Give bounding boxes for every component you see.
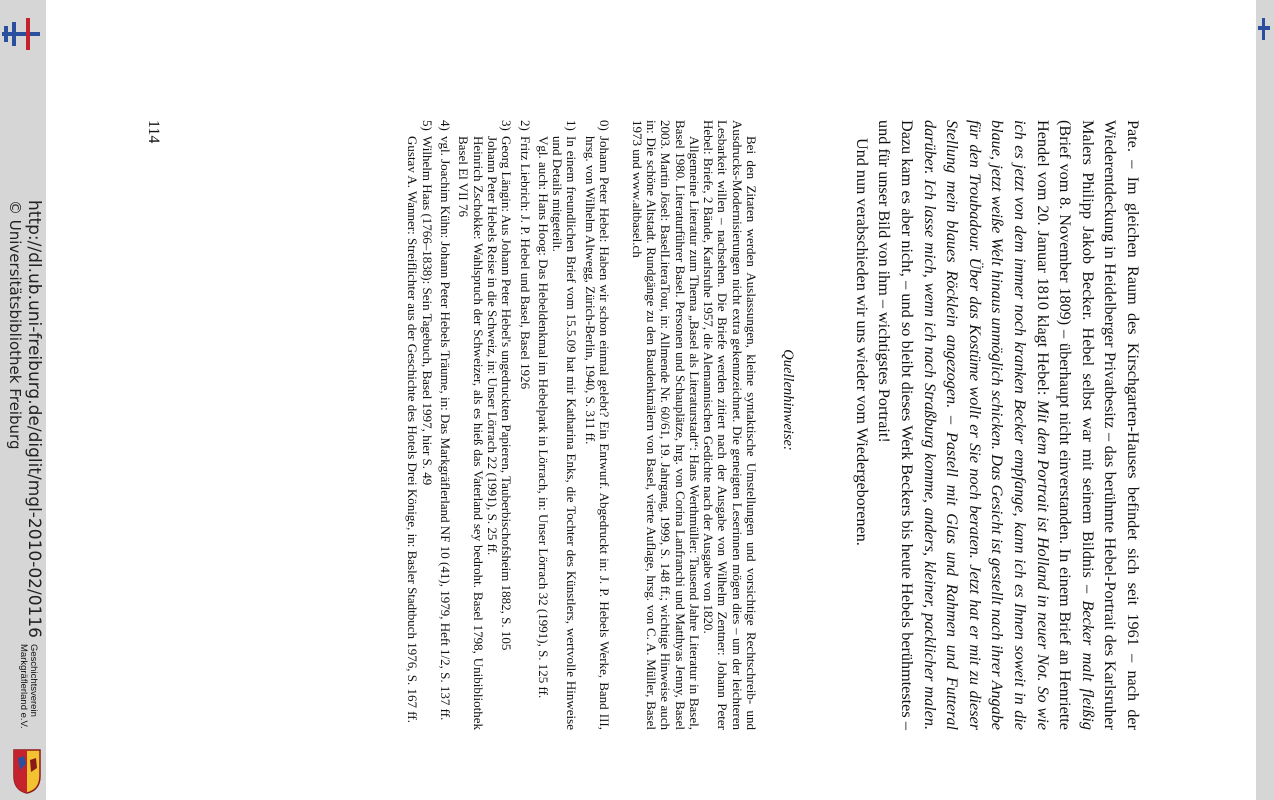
- document-page: [46, 0, 1274, 800]
- main-text: [850, 120, 1144, 730]
- footnote-list: [401, 120, 611, 730]
- footnote-text: Johann Peter Hebel: Haben wir schon einmal gelebt? Ein Entwurf. Abgedruckt in: J. P. Hebels Werke, Band III, hrsg. von Wilhelm Altwegg, Zürich-Berlin, 1940, S. 311 ff.: [582, 136, 612, 730]
- footnote-number: 1): [564, 120, 580, 131]
- paragraph-text: (Brief vom 8. November 1809) – überhaupt nicht einverstanden. In einem Brief an Henriette Hendel vom 20. Januar 1810 klagt Hebel:: [1033, 120, 1075, 730]
- society-name-line1: Geschichtsverein: [28, 644, 39, 717]
- footnote-item: [517, 120, 531, 730]
- copyright-notice: © Universitätsbibliothek Freiburg: [6, 200, 24, 450]
- sources-intro-paragraph: Allgemeine Literatur zum Thema „Basel als Literaturstadt“: Hans Werthmüller: Tausend Jahre Literatur in Basel, Basel 1980. Literaturführer Basel. Personen und Schauplätze, hrg. von Corina Lanfranchi und Matthyas Jenny, Basel 2003. Martin Jösel: BaselLiteraTour, in: Allmende Nr. 60/61, 19. Jahrgang, 1999, S. 148 ff.; wichtige Hinweise auch in: Die schöne Altstadt. Rundgänge zu den Baudenkmälern von Basel, vierte Auflage, hrsg. von C. A. Müller, Basel 1973 und www.altbasel.ch: [629, 120, 702, 730]
- quoted-text: Mit dem Portrait ist Holland in neuer Not. So wie ich es jetzt von dem immer noch kranken Becker empfange, kann ich es Ihnen soweit in die blaue, jetzt weiße Welt hinaus unmöglich schicken. Das Gesicht ist gestellt nach ihrer Angabe für den Troubadour. Über das Kostüme wollt er Sie noch beraten. Jetzt hat er mit zu dieser Stellung mein blaues Röcklein angezogen. – Pastell mit Glas und Rahmen und Futteral darüber. Ich lasse mich, wenn ich nach Straßburg komme, anders, kleiner, packlicher malen.: [920, 120, 1052, 730]
- footnote-text: Georg Längin: Aus Johann Peter Hebel's ungedruckten Papieren, Tauberbischofsheim 1882, S. 105: [499, 136, 515, 651]
- footnote-text: Vgl. auch: Hans Hoog: Das Hebeldenkmal im Hebelpark in Lörrach, in: Unser Lörrach 32 (1991), S. 125 ff.: [535, 136, 551, 699]
- footnote-text: Wilhelm Haas (1766–1838): Sein Tagebuch, Basel 1997, hier S. 49: [419, 136, 435, 486]
- footnote-number: 2): [517, 120, 533, 131]
- paragraph-text: Pate. – Im gleichen Raum des Kirschgarten-Hauses befindet sich seit 1961 – nach der Wiederentdeckung in Heidelberger Privatbesitz – das berühmte Hebel-Portrait des Karlsruher Malers Philipp Jakob Becker. Hebel selbst war mit seinem Bildnis –: [1078, 120, 1142, 730]
- sources-heading: Quellenhinweise:: [780, 349, 796, 451]
- footnote-text: vgl. Joachim Kühn: Johann Peter Hebels Träume, in: Das Markgräflerland NF 10 (41), 1979, Heft 1/2, S. 137 ff.: [438, 136, 454, 721]
- footnote-number: 3): [499, 120, 515, 131]
- footnote-number: 4): [438, 120, 454, 131]
- quoted-text: Becker malt fleißig: [1078, 600, 1097, 730]
- society-label: [8, 644, 38, 744]
- body-paragraph: [873, 120, 1144, 730]
- coat-of-arms-icon: [12, 748, 42, 794]
- footnote-text: In einem freundlichen Brief vom 15.5.09 hat mir Katharina Enks, die Tochter des Künstlers, wertvolle Hinweise und Details mitgeteilt.: [550, 136, 580, 730]
- permalink-url[interactable]: http://dl.ub.uni-freiburg.de/diglit/mgl-2010-02/0116: [24, 200, 44, 638]
- paragraph-text: Und nun verabschieden wir uns wieder vom Wiedergeborenen.: [852, 138, 871, 546]
- footnote-item: [438, 120, 452, 730]
- society-name-line2: Markgräflerland e.V.: [18, 644, 29, 729]
- footnote-number: 5): [419, 120, 435, 131]
- paragraph-text: Dazu kam es aber nicht, – und so bleibt dieses Werk Beckers bis heute Hebels berühmtestes – und für unser Bild von ihm – wichtigstes Portrait!: [875, 120, 917, 730]
- body-paragraph: [850, 120, 873, 730]
- footnote-text: Gustav A. Wanner: Streiflichter aus der Geschichte des Hotels Drei Könige, in: Basler Stadtbuch 1976, S. 167 ff.: [405, 136, 421, 723]
- library-logo-icon: [2, 18, 40, 50]
- footnote-item: [536, 120, 579, 730]
- footnote-item: [582, 120, 611, 730]
- footnote-number: 0): [597, 120, 612, 131]
- footnote-text: Johann Peter Hebels Reise in die Schweiz, in: Unser Lörrach 22 (1991), S. 25 ff.: [484, 136, 500, 556]
- footnote-item: [405, 120, 434, 730]
- footnote-text: Heinrich Zschokke: Wahlspruch der Schweizer, als es hieß das Vaterland sey bedroht. Basel 1798, Unibibliothek Basel El VII 76: [456, 136, 486, 730]
- footnote-item: [456, 120, 513, 730]
- footnote-text: Fritz Liebrich: J. P. Hebel und Basel, Basel 1926: [517, 136, 533, 390]
- sources-intro-paragraph: Bei den Zitaten werden Auslassungen, kleine syntaktische Umstellungen und vorsichtige Rechtschreib- und Ausdrucks-Modernisierungen nicht extra gekennzeichnet. Die geneigten Leserinnen mögen dies – um der leichteren Lesbarkeit willen – nachsehen. Die Briefe werden zitiert nach der Ausgabe von Wilhelm Zentner: Johann Peter Hebel: Briefe, 2 Bände, Karlsruhe 1957, die Alemannischen Gedichte nach der Ausgabe von 1820.: [701, 120, 759, 730]
- page-number: 114: [145, 120, 162, 144]
- sources-intro: [629, 120, 758, 730]
